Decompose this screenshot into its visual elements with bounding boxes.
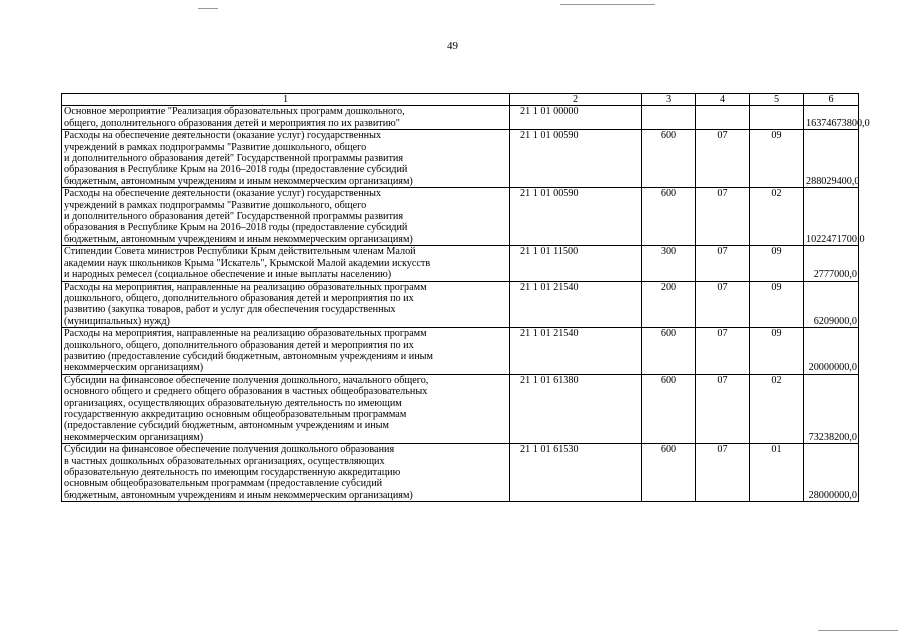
table-row	[62, 246, 859, 281]
row-code: 21 1 01 21540	[510, 281, 642, 328]
row-col5: 09	[750, 281, 804, 328]
column-header: 2	[510, 94, 642, 106]
description-line: Субсидии на финансовое обеспечение получения дошкольного, начального общего,	[64, 374, 429, 386]
table-row	[62, 374, 859, 443]
description-line: (муниципальных) нужд)	[64, 315, 170, 327]
description-line: государственную аккредитацию основным общеобразовательным программам	[64, 408, 407, 420]
table-header-row	[62, 94, 859, 106]
row-col3: 300	[642, 246, 696, 281]
description-line: дошкольного, общего, дополнительного образования детей и мероприятия по их	[64, 339, 414, 351]
row-code: 21 1 01 61530	[510, 444, 642, 502]
row-code: 21 1 01 00590	[510, 130, 642, 188]
description-line: бюджетным, автономным учреждениям и иным некоммерческим организациям)	[64, 489, 413, 501]
row-description	[62, 328, 510, 375]
description-line: образовательную деятельность по имеющим государственную аккредитацию	[64, 467, 401, 478]
row-description	[62, 246, 510, 281]
row-description	[62, 281, 510, 328]
budget-table-body	[62, 94, 870, 502]
description-line: Стипендии Совета министров Республики Крым действительным членам Малой	[64, 246, 416, 258]
description-line: (предоставление субсидий бюджетным, автономным учреждениям и иным	[64, 420, 389, 432]
row-col4: 07	[696, 281, 750, 328]
row-col5: 09	[750, 246, 804, 281]
row-col3: 600	[642, 130, 696, 188]
description-line: образования в Республике Крым на 2016–2018 годы (предоставление субсидий	[64, 164, 408, 176]
row-col5	[750, 106, 804, 130]
table-row	[62, 130, 859, 188]
table-row	[62, 328, 859, 375]
scan-artifact-line	[198, 8, 218, 9]
description-line: Расходы на мероприятия, направленные на реализацию образовательных программ	[64, 328, 427, 340]
row-col3: 600	[642, 328, 696, 375]
row-amount: 73238200,0	[804, 374, 859, 443]
description-line: образования в Республике Крым на 2016–2018 годы (предоставление субсидий	[64, 222, 408, 234]
row-col3: 600	[642, 444, 696, 502]
row-col5: 09	[750, 328, 804, 375]
row-code: 21 1 01 00590	[510, 188, 642, 246]
description-line: Расходы на обеспечение деятельности (оказание услуг) государственных	[64, 130, 382, 142]
description-line: развитию (закупка товаров, работ и услуг для обеспечения государственных	[64, 304, 396, 316]
row-amount: 6209000,0	[804, 281, 859, 328]
description-line: некоммерческим организациям)	[64, 431, 204, 443]
row-col4: 07	[696, 130, 750, 188]
description-line: бюджетным, автономным учреждениям и иным некоммерческим организациям)	[64, 175, 413, 187]
row-amount: 288029400,0	[804, 130, 859, 188]
row-col3: 600	[642, 188, 696, 246]
description-line: Расходы на обеспечение деятельности (оказание услуг) государственных	[64, 188, 382, 200]
row-col5: 02	[750, 188, 804, 246]
row-col3: 200	[642, 281, 696, 328]
row-code: 21 1 01 00000	[510, 106, 642, 130]
description-line: и дополнительного образования детей" Государственной программы развития	[64, 211, 404, 223]
row-col5: 01	[750, 444, 804, 502]
description-line: основным общеобразовательным программам (предоставление субсидий	[64, 478, 383, 490]
budget-table	[61, 93, 870, 502]
description-line: академии наук школьников Крыма "Искатель", Крымской Малой академии искусств	[64, 257, 431, 269]
row-col4	[696, 106, 750, 130]
column-header: 4	[696, 94, 750, 106]
row-amount: 2777000,0	[804, 246, 859, 281]
row-col4: 07	[696, 374, 750, 443]
row-amount: 28000000,0	[804, 444, 859, 502]
description-line: в частных дошкольных образовательных организациях, осуществляющих	[64, 455, 385, 467]
row-description	[62, 374, 510, 443]
scan-artifact-line	[818, 630, 898, 631]
row-amount: 16374673800,0	[804, 106, 859, 130]
description-line: дошкольного, общего, дополнительного образования детей и мероприятия по их	[64, 292, 414, 304]
description-line: некоммерческим организациям)	[64, 362, 204, 374]
description-line: основного общего и среднего общего образования в частных общеобразовательных	[64, 386, 428, 398]
row-col5: 09	[750, 130, 804, 188]
description-line: и народных ремесел (социальное обеспечение и иные выплаты населению)	[64, 269, 392, 281]
description-line: учреждений в рамках подпрограммы "Развитие дошкольного, общего	[64, 199, 367, 211]
description-line: Основное мероприятие "Реализация образовательных программ дошкольного,	[64, 106, 405, 118]
table-row	[62, 281, 859, 328]
row-amount: 20000000,0	[804, 328, 859, 375]
column-header: 6	[804, 94, 859, 106]
table-row	[62, 188, 859, 246]
column-header: 3	[642, 94, 696, 106]
row-code: 21 1 01 11500	[510, 246, 642, 281]
column-header: 5	[750, 94, 804, 106]
row-col4: 07	[696, 444, 750, 502]
description-line: Расходы на мероприятия, направленные на реализацию образовательных программ	[64, 281, 427, 293]
row-description	[62, 444, 510, 502]
row-description	[62, 130, 510, 188]
row-description	[62, 188, 510, 246]
description-line: организациях, осуществляющих образовательную деятельность по имеющим	[64, 397, 402, 409]
row-col4: 07	[696, 328, 750, 375]
row-amount: 1022471700,0	[804, 188, 859, 246]
row-col5: 02	[750, 374, 804, 443]
row-code: 21 1 01 21540	[510, 328, 642, 375]
description-line: бюджетным, автономным учреждениям и иным некоммерческим организациям)	[64, 233, 413, 245]
row-col3: 600	[642, 374, 696, 443]
row-col3	[642, 106, 696, 130]
row-col4: 07	[696, 188, 750, 246]
table-row	[62, 106, 859, 130]
column-header: 1	[62, 94, 510, 106]
page-number: 49	[447, 40, 458, 52]
description-line: развитию (предоставление субсидий бюджетным, автономным учреждениям и иным	[64, 350, 433, 362]
row-description	[62, 106, 510, 130]
description-line: и дополнительного образования детей" Государственной программы развития	[64, 153, 404, 165]
scan-artifact-line	[560, 4, 655, 5]
row-code: 21 1 01 61380	[510, 374, 642, 443]
description-line: Субсидии на финансовое обеспечение получения дошкольного образования	[64, 444, 395, 456]
description-line: общего, дополнительного образования детей и мероприятия по их развитию"	[64, 117, 400, 129]
table-row	[62, 444, 859, 502]
row-col4: 07	[696, 246, 750, 281]
description-line: учреждений в рамках подпрограммы "Развитие дошкольного, общего	[64, 141, 367, 153]
